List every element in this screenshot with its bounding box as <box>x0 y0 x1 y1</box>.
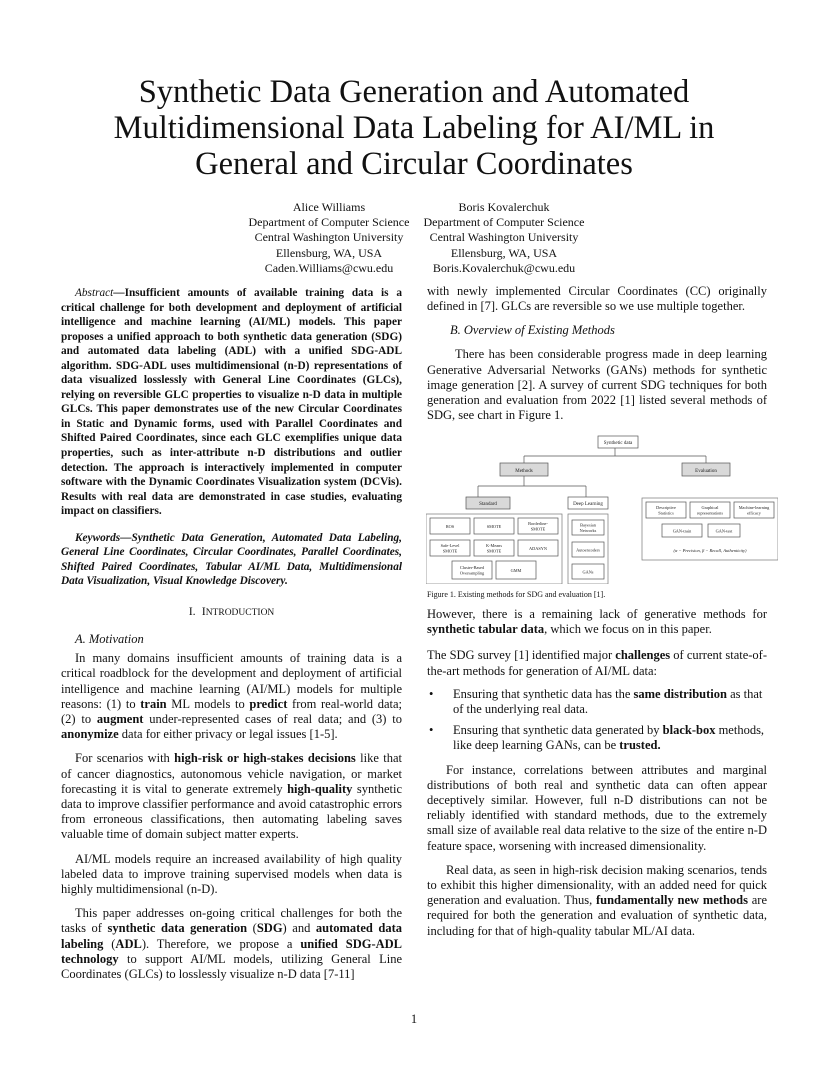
right-column-bottom <box>427 607 767 939</box>
paragraph: Real data, as seen in high-risk decision making scenarios, tends to exhibit this higher dimensionality, with an added need for quick generation and evaluation. Thus, fundamentally new methods are required for both the generation and evaluation of synthetic data, including for that of high-quality tabular ML/AI data. <box>427 862 767 938</box>
paragraph: For instance, correlations between attributes and marginal distributions of both real and synthetic data can often appear deceptively similar. However, full n-D distributions can not be reliably identified with standard methods, due to the extremely small size of available real data relative to the size of the entire n-D feature space, worsening with increased dimensionality. <box>427 762 767 853</box>
author-loc: Ellensburg, WA, USA <box>450 245 558 260</box>
method-box-label: K-Means <box>486 543 502 549</box>
list-item: • Ensuring that synthetic data has the same distribution as that of the underlying real data. <box>429 686 763 717</box>
author-name: Boris Kovalerchuk <box>458 200 550 214</box>
title-line: Synthetic Data Generation and Automated <box>138 74 690 110</box>
node-evaluation-label: Evaluation <box>695 469 717 474</box>
list-item: • Ensuring that synthetic data generated by black-box methods, like deep learning GANs, can be trusted. <box>429 723 765 753</box>
section-title-rest: NTRODUCTION <box>205 607 275 618</box>
title-line: Multidimensional Data Labeling for AI/ML in <box>113 110 715 146</box>
method-box-label: ROS <box>445 523 455 529</box>
paragraph: with newly implemented Circular Coordinates (CC) originally defined in [7]. GLCs are reversible so we use multiple together. <box>427 284 767 314</box>
method-box-label: Networks <box>579 527 597 533</box>
evaluation-box-label: efficacy <box>747 510 761 516</box>
method-box-label: Autoencoders <box>576 547 600 553</box>
author-dept: Department of Computer Science <box>248 215 410 230</box>
node-synthetic-data-label: Synthetic data <box>603 441 633 446</box>
node-methods-label: Methods <box>515 469 533 474</box>
node-standard-label: Standard <box>479 502 497 507</box>
paragraph: AI/ML models require an increased availability of high quality labeled data to improve training supervised models when data is highly multidimensional (n-D). <box>61 851 402 896</box>
author-name: Alice Williams <box>292 200 366 214</box>
subsection-heading-overview: B. Overview of Existing Methods <box>450 323 615 338</box>
method-box-label: Borderline- <box>528 521 548 527</box>
method-box-label: Safe-Level <box>440 543 460 549</box>
method-box-label: GANs <box>582 569 594 575</box>
title-line: General and Circular Coordinates <box>195 146 633 182</box>
left-column <box>61 286 402 982</box>
section-heading-introduction <box>61 604 402 621</box>
node-deep-learning-label: Deep Learning <box>573 502 603 507</box>
paragraph: However, there is a remaining lack of generative methods for synthetic tabular data, which we focus on in this paper. <box>427 607 767 637</box>
method-box-label: ADASYN <box>529 545 547 551</box>
evaluation-box-label: Graphical <box>701 505 719 511</box>
abstract-label: Abstract <box>75 287 114 299</box>
abstract <box>61 286 402 519</box>
challenges-list <box>427 687 767 754</box>
bullet-icon: • <box>429 686 434 701</box>
author-email: Boris.Kovalerchuk@cwu.edu <box>432 260 576 275</box>
figure-sdg-methods <box>426 432 778 584</box>
evaluation-box-label: representations <box>696 510 724 516</box>
evaluation-box-label: Machine-learning <box>738 505 770 511</box>
right-column-top <box>427 284 767 423</box>
section-number: I. <box>188 603 196 618</box>
method-box-label: Bayesian <box>580 522 596 528</box>
paragraph: There has been considerable progress made in deep learning Generative Adversarial Networks (GANs) methods for synthetic image generation [2]. A survey of current SDG techniques for both generation and evaluation from 2022 [1] listed several methods of SDG, see chart in Figure 1. <box>427 347 767 423</box>
paper-title <box>60 74 768 182</box>
paragraph: This paper addresses on-going critical challenges for both the tasks of synthetic data generation (SDG) and automated data labeling (ADL). Therefore, we propose a unified SDG-ADL technology to support AI/ML models, utilizing General Line Coordinates (GLCs) to losslessly visualize n-D data [7-11] <box>61 906 403 981</box>
author-univ: Central Washington University <box>254 230 404 245</box>
bullet-icon: • <box>429 723 434 738</box>
author-email: Caden.Williams@cwu.edu <box>264 260 394 275</box>
author-loc: Ellensburg, WA, USA <box>275 245 383 260</box>
methods-tree-diagram <box>426 432 778 584</box>
section-title-initial: I <box>201 603 206 618</box>
method-box-label: GMM <box>510 567 522 573</box>
paragraph: The SDG survey [1] identified major challenges of current state-of-the-art methods for generation of AI/ML data: <box>427 648 768 678</box>
evaluation-box-label: GAN-train <box>672 528 692 534</box>
author-dept: Department of Computer Science <box>423 215 585 230</box>
author-univ: Central Washington University <box>429 230 579 245</box>
page-number: 1 <box>410 1012 418 1026</box>
method-box-label: Oversampling <box>459 570 485 576</box>
method-box-label: SMOTE <box>486 523 502 529</box>
paragraph: For scenarios with high-risk or high-stakes decisions like that of cancer diagnostics, autonomous vehicle navigation, or market forecasting it is vital to generate extremely high-quality synthetic data to improve classifier performance and avoid catastrophic errors from erroneous classifications, then automating labeling saves valuable time of domain subject matter experts. <box>61 751 402 842</box>
subsection-heading-motivation: A. Motivation <box>75 632 144 647</box>
method-box-label: SMOTE <box>442 548 458 554</box>
evaluation-box-label: Descriptive <box>656 505 676 511</box>
figure-caption: Figure 1. Existing methods for SDG and evaluation [1]. <box>427 590 606 599</box>
evaluation-formula: (α − Precision, β − Recall, Authenticity) <box>673 548 747 553</box>
method-box-label: SMOTE <box>486 548 502 554</box>
evaluation-box-label: Statistics <box>658 510 674 516</box>
author-block-2 <box>394 200 614 276</box>
paragraph: In many domains insufficient amounts of training data is a critical roadblock for the development and deployment of artificial intelligence and machine learning (AI/ML) models for multiple reasons: (1) to train ML models to predict from real-world data; (2) to augment under-represented cases of real data; and (3) to anonymize data for either privacy or legal issues [1-5]. <box>61 651 403 742</box>
method-box-label: Cluster-Based <box>459 565 485 571</box>
abstract-text: —Insufficient amounts of available training data is a critical challenge for both development and deployment of artificial intelligence and machine learning (AI/ML) models. This paper proposes a unified approach to both synthetic data generation (SDG) and automated data labeling (ADL) with a unified SDG-ADL algorithm. SDG-ADL uses multidimensional (n-D) representations of data visualized losslessly with General Line Coordinates (GLCs), relying on reversible GLC properties to visualize n-D data in multiple GLCs. This paper demonstrates use of the new Circular Coordinates in Static and Dynamic forms, used with Parallel Coordinates and Shifted Paired Coordinates, since each GLC exemplifies unique data properties, such as inter-attribute n-D distributions and outlier detection. The approach is interactively implemented in computer software with the Dynamic Coordinates Visualization system (DCVis). Results with real data are demonstrated in case studies, evaluating impact on classifiers. <box>61 287 402 518</box>
evaluation-box-label: GAN-test <box>715 528 733 534</box>
keywords: Keywords—Synthetic Data Generation, Automated Data Labeling, General Line Coordinates, Circular Coordinates, Parallel Coordinates, Shifted Paired Coordinates, Tabular AI/ML Data, Multidimensional Data Visualization, Visual Knowledge Discovery. <box>61 531 402 588</box>
method-box-label: SMOTE <box>530 526 546 532</box>
